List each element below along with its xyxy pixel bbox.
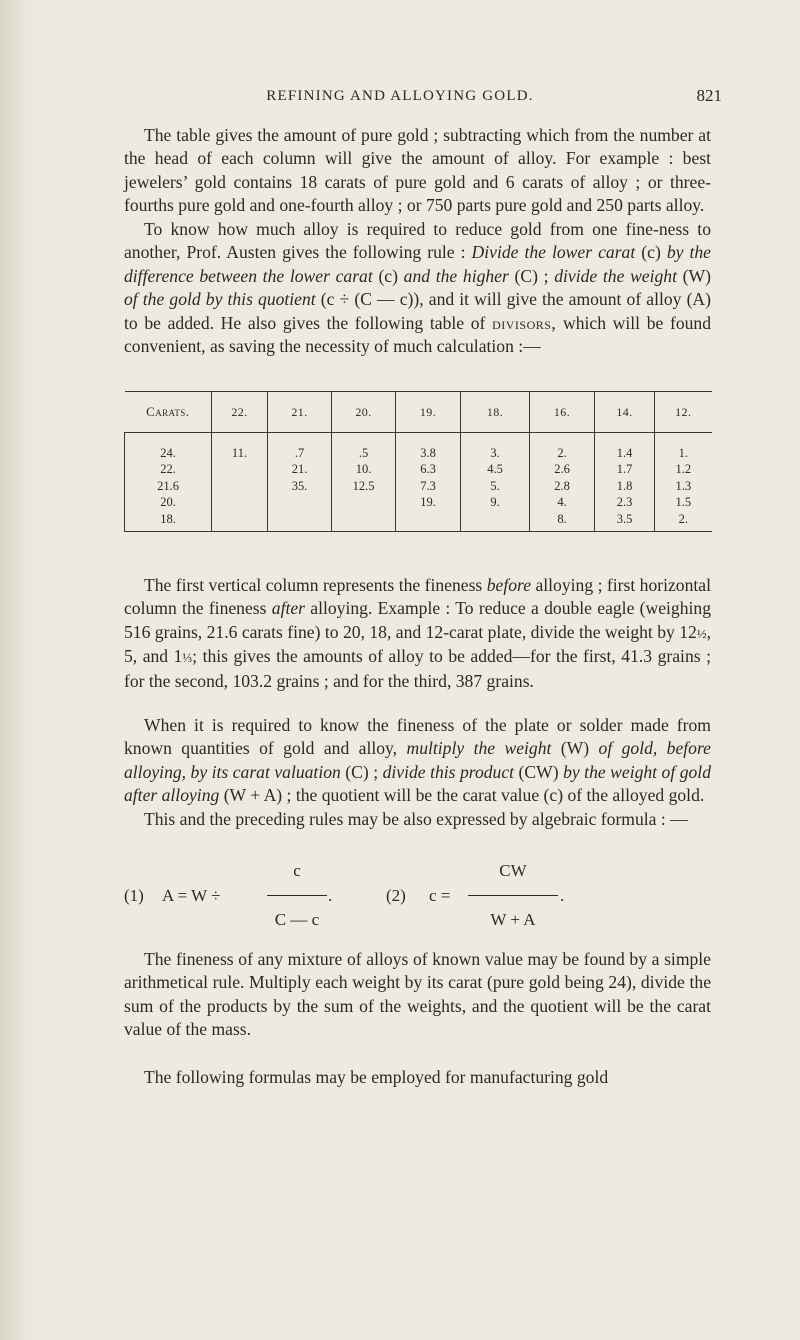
divisors-table [124, 391, 712, 532]
p2-italic-1: Divide the lower carat [471, 242, 636, 263]
table-cell: 1.5 [675, 495, 692, 510]
p4-text-b: (W) [560, 738, 590, 759]
formula-2-number: (2) [386, 886, 406, 905]
table-body-row [125, 433, 712, 532]
fraction-third: ⅓ [182, 650, 193, 666]
formula-1-denominator: C — c [274, 910, 320, 929]
table-cell: 35. [291, 478, 308, 493]
p3-text-a: The first vertical column represents the fineness [144, 575, 483, 595]
table-cell: 4. [557, 495, 567, 510]
formula-2-fraction-bar [468, 895, 558, 896]
p4-italic-2: of gold, before alloying, by its carat valuation [124, 738, 711, 782]
p7-text: The following formulas may be employed for manufacturing gold [144, 1067, 609, 1087]
header-cell: 14. [595, 392, 655, 433]
formula-2-numerator: CW [499, 861, 527, 880]
p6-text: The fineness of any mixture of alloys of known value may be found by a simple arithmetical rule. Multiply each weight by its carat (pure gold being 24), divide the sum of the products by the sum of the weights, and the quotient will be the carat value of the mass. [124, 949, 711, 1040]
p4-text-a: When it is required to know the fineness of the plate or solder made from known quantities of gold and alloy, [124, 715, 711, 759]
column-19 [396, 433, 461, 532]
column-carats-before [125, 433, 212, 532]
table-cell: 1.7 [616, 462, 633, 477]
table-cell: 2.6 [554, 462, 570, 477]
paragraph-formula-intro [124, 808, 711, 831]
table-cell: 9. [490, 495, 500, 510]
paragraph-formulas-manufacturing [124, 1066, 711, 1089]
table-cell: 21. [291, 462, 308, 477]
column-12 [655, 433, 712, 532]
table-cell: 11. [231, 446, 248, 460]
running-title: REFINING AND ALLOYING GOLD. [266, 88, 534, 104]
column-22 [212, 433, 268, 532]
p2-italic-3: and the higher [403, 265, 509, 286]
p4-italic-3: divide this product [382, 761, 515, 782]
paragraph-table-explanation [124, 574, 711, 693]
fraction-half: ½ [696, 625, 707, 641]
table-cell: 2.3 [616, 495, 633, 510]
p4-italic-1: multiply the weight [406, 738, 552, 759]
table-cell: 6.3 [420, 462, 436, 477]
table-cell: 19. [420, 495, 436, 510]
table-cell: 8. [557, 511, 567, 526]
table-cell: 3. [490, 446, 500, 460]
table-header-row [125, 392, 712, 433]
algebraic-formulas [124, 852, 711, 936]
table-cell: 24. [160, 446, 176, 460]
header-cell: 21. [268, 392, 332, 433]
p3-text-e: ; this gives the amounts of alloy to be added—for the first, 41.3 grains ; for the second, 103.2 grains ; and for the third, 387 grains. [124, 646, 711, 691]
page-number: 821 [696, 86, 722, 105]
table-cell: 2.8 [554, 478, 570, 493]
table-cell: 4.5 [487, 462, 503, 477]
header-carats: Carats. [125, 392, 212, 433]
table-cell: 2. [557, 446, 567, 460]
column-18 [461, 433, 530, 532]
column-21 [268, 433, 332, 532]
header-cell: 20. [332, 392, 396, 433]
p2-smallcaps: divisors, [492, 312, 557, 333]
p1-text: The table gives the amount of pure gold ; subtracting which from the number at the head of each column will give the amount of alloy. For example : best jewelers’ gold contains 18 carats of pure gold and 6 carats of alloy ; or three-fourths pure gold and one-fourth alloy ; or 750 parts pure gold and 250 parts alloy. [124, 125, 711, 216]
p2-italic-4: divide the weight [554, 265, 677, 286]
header-cell: 18. [461, 392, 530, 433]
formula-2-lhs: c = [429, 886, 451, 905]
table-cell: 1.4 [616, 446, 633, 460]
table-cell: 20. [160, 495, 176, 510]
table-cell: 1.8 [616, 478, 633, 493]
p2-text-a: To know how much alloy is required to reduce gold from one fine-ness to another, Prof. Austen gives the following rule : [124, 219, 711, 263]
p4-italic-4: by the weight of gold after alloying [124, 761, 711, 806]
formula-2-period: . [560, 886, 565, 905]
formula-1-period: . [328, 886, 333, 905]
table-cell: .7 [294, 446, 305, 460]
p2-text-f: (c ÷ (C — c)), and it will give the amount of alloy (A) to be added. He also gives the following table of [124, 289, 711, 333]
p3-italic-2: after [271, 598, 305, 619]
table-cell: 10. [355, 462, 372, 477]
table-cell: 21.6 [157, 478, 179, 493]
p4-text-e: (W + A) ; the quotient will be the carat value (c) of the alloyed gold. [223, 785, 705, 806]
p2-italic-5: of the gold by this quotient [124, 289, 316, 310]
p3-text-d: , 5, and 1 [124, 621, 711, 667]
paragraph-austen-rule [124, 218, 711, 358]
table-cell: 7.3 [420, 478, 436, 493]
formula-1-fraction-bar [267, 895, 327, 896]
header-cell: 12. [655, 392, 712, 433]
formula-1-number: (1) [124, 886, 144, 905]
column-14 [595, 433, 655, 532]
p4-text-d: (CW) [518, 761, 559, 782]
formula-2-denominator: W + A [490, 910, 536, 929]
table-cell: 2. [678, 511, 688, 526]
table-cell: 1. [678, 446, 688, 460]
table-cell: .5 [358, 446, 369, 460]
column-16 [530, 433, 595, 532]
p2-text-e: (W) [682, 265, 711, 286]
paragraph-fineness-rule [124, 714, 711, 808]
p4-text-c: (C) ; [345, 761, 379, 782]
formula-1-lhs: A = W ÷ [162, 886, 221, 905]
p2-italic-2: by the difference between the lower carat [124, 242, 711, 286]
header-cell: 19. [396, 392, 461, 433]
paragraph-table-intro [124, 124, 711, 218]
p3-text-b: alloying ; first horizontal column the fineness [124, 575, 711, 619]
formula-1-numerator: c [293, 861, 301, 880]
table-cell: 3.8 [420, 446, 436, 460]
p2-text-d: (C) ; [514, 265, 549, 286]
table-cell: 22. [160, 462, 176, 477]
p3-italic-1: before [486, 575, 532, 595]
header-cell: 16. [530, 392, 595, 433]
table-cell: 12.5 [352, 478, 375, 493]
p3-text-c: alloying. Example : To reduce a double eagle (weighing 516 grains, 21.6 carats fine) to 20, 18, and 12-carat plate, divide the weight by 12 [124, 598, 711, 642]
p2-text-c: (c) [378, 265, 398, 286]
p2-text-g: which will be found convenient, as saving the necessity of much calculation :— [124, 312, 712, 357]
table-cell: 5. [490, 478, 500, 493]
header-cell: 22. [212, 392, 268, 433]
table-cell: 1.3 [675, 478, 692, 493]
table-cell: 1.2 [675, 462, 692, 477]
p2-text-b: (c) [641, 242, 661, 263]
paragraph-mixture-rule [124, 948, 711, 1042]
table-cell: 18. [160, 511, 176, 526]
column-20 [332, 433, 396, 532]
p5-text: This and the preceding rules may be also expressed by algebraic formula : — [144, 809, 688, 829]
table-cell: 3.5 [616, 511, 633, 526]
